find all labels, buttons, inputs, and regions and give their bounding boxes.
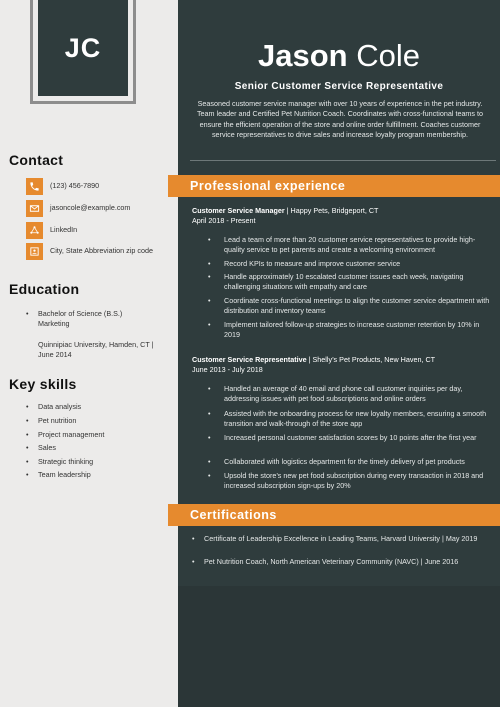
bullet-text: Record KPIs to measure and improve customer service bbox=[224, 259, 401, 268]
skill-text: Team leadership bbox=[38, 470, 91, 479]
email-icon bbox=[26, 200, 43, 217]
skill-text: Pet nutrition bbox=[38, 416, 77, 425]
job-bullet: • Upsold the store’s new pet food subscription during every transaction in 2018 and increased subscription sign-ups by 20% bbox=[208, 471, 496, 491]
bullet-text: Lead a team of more than 20 customer service representatives to provide high-quality service to pet parents and create a welcoming environment bbox=[224, 235, 476, 254]
job-dates: June 2013 - July 2018 bbox=[192, 365, 263, 374]
job-bullet: • Assisted with the onboarding process for new loyalty members, ensuring a smooth transition and walk-through of the store app bbox=[208, 409, 496, 429]
skill-text: Sales bbox=[38, 443, 56, 452]
bullet-text: Handled an average of 40 email and phone call customer inquiries per day, addressing issues with pet food subscriptions and online orders bbox=[224, 384, 463, 403]
contact-heading: Contact bbox=[9, 152, 64, 168]
job-header bbox=[192, 355, 435, 375]
school-text: Quinnipiac University, Hamden, CT | June 2014 bbox=[38, 340, 154, 359]
cert-text: Certificate of Leadership Excellence in Leading Teams, Harvard University | May 2019 bbox=[204, 534, 478, 543]
bullet-text: Implement tailored follow-up strategies to increase customer retention by 10% in 2019 bbox=[224, 320, 480, 339]
skills-heading: Key skills bbox=[9, 376, 77, 392]
location-icon bbox=[26, 243, 43, 260]
job-role: Customer Service Manager bbox=[192, 206, 285, 215]
job-bullet: • Coordinate cross-functional meetings to align the customer service department with distribution and inventory teams bbox=[208, 296, 496, 316]
skill-item: • Data analysis bbox=[26, 402, 158, 412]
contact-phone-text: (123) 456-7890 bbox=[50, 181, 100, 190]
skill-item: • Project management bbox=[26, 430, 158, 440]
contact-email-text[interactable]: jasoncole@example.com bbox=[50, 203, 131, 212]
education-heading: Education bbox=[9, 281, 80, 297]
job-header bbox=[192, 206, 378, 226]
bottom-panel bbox=[178, 586, 500, 707]
person-name bbox=[178, 38, 500, 74]
experience-heading: Professional experience bbox=[190, 179, 346, 193]
contact-location-text: City, State Abbreviation zip code bbox=[50, 246, 153, 255]
job-bullet: • Increased personal customer satisfaction scores by 10 points after the first year bbox=[208, 433, 477, 442]
job-company: | Happy Pets, Bridgeport, CT bbox=[284, 206, 379, 215]
phone-icon bbox=[26, 178, 43, 195]
contact-location bbox=[26, 243, 160, 260]
bullet-text: Increased personal customer satisfaction scores by 10 points after the first year bbox=[224, 433, 477, 442]
bullet-text: Handle approximately 10 escalated customer issues each week, navigating challenging situations with empathy and care bbox=[224, 272, 464, 291]
skill-text: Project management bbox=[38, 430, 105, 439]
job-bullet: • Handled an average of 40 email and phone call customer inquiries per day, addressing issues with pet food subscriptions and online orders bbox=[208, 384, 496, 404]
degree-text: Bachelor of Science (B.S.) Marketing bbox=[38, 309, 123, 328]
divider bbox=[190, 160, 496, 161]
linkedin-icon bbox=[26, 222, 43, 239]
education-school bbox=[38, 340, 163, 360]
education-degree: • Bachelor of Science (B.S.) Marketing bbox=[26, 309, 148, 329]
contact-email bbox=[26, 200, 160, 217]
experience-band bbox=[168, 175, 500, 197]
job-dates: April 2018 - Present bbox=[192, 216, 256, 225]
summary: Seasoned customer service manager with over 10 years of experience in the pet industry. Team leader and Certified Pet Nutrition Coach. Coordinates with cross-functional teams to ensure the efficient operation of the store and online order fulfillment. Coaches customer service representatives to drive sales and increase loyalty program membership. bbox=[196, 99, 484, 139]
cert-text: Pet Nutrition Coach, North American Veterinary Community (NAVC) | June 2016 bbox=[204, 557, 459, 566]
job-bullet: • Record KPIs to measure and improve customer service bbox=[208, 259, 401, 268]
skill-text: Strategic thinking bbox=[38, 457, 94, 466]
last-name: Cole bbox=[356, 38, 420, 73]
monogram: JC bbox=[64, 32, 102, 63]
job-bullet: • Implement tailored follow-up strategies to increase customer retention by 10% in 2019 bbox=[208, 320, 496, 340]
bullet-text: Collaborated with logistics department for the timely delivery of pet products bbox=[224, 457, 465, 466]
cert-item: • Certificate of Leadership Excellence in Leading Teams, Harvard University | May 2019 bbox=[192, 534, 478, 543]
skill-item: • Sales bbox=[26, 443, 158, 453]
job-bullet: • Lead a team of more than 20 customer service representatives to provide high-quality service to pet parents and create a welcoming environment bbox=[208, 235, 496, 255]
job-company: | Shelly’s Pet Products, New Haven, CT bbox=[306, 355, 436, 364]
skill-item: • Pet nutrition bbox=[26, 416, 158, 426]
job-bullet: • Handle approximately 10 escalated customer issues each week, navigating challenging situations with empathy and care bbox=[208, 272, 496, 292]
certifications-heading: Certifications bbox=[190, 508, 277, 522]
skill-item: • Strategic thinking bbox=[26, 457, 158, 467]
bullet-text: Coordinate cross-functional meetings to align the customer service department with distribution and inventory teams bbox=[224, 296, 490, 315]
skill-item: • Team leadership bbox=[26, 470, 158, 480]
contact-phone bbox=[26, 178, 160, 195]
job-bullet: • Collaborated with logistics department for the timely delivery of pet products bbox=[208, 457, 465, 466]
contact-linkedin bbox=[26, 222, 160, 239]
bullet-text: Upsold the store’s new pet food subscription during every transaction in 2018 and increased subscription sign-ups by 20% bbox=[224, 471, 484, 490]
cert-item: • Pet Nutrition Coach, North American Veterinary Community (NAVC) | June 2016 bbox=[192, 557, 459, 566]
job-role: Customer Service Representative bbox=[192, 355, 307, 364]
first-name: Jason bbox=[258, 38, 348, 73]
skill-text: Data analysis bbox=[38, 402, 82, 411]
contact-linkedin-text[interactable]: LinkedIn bbox=[50, 225, 78, 234]
monogram-box bbox=[38, 0, 128, 96]
certifications-band bbox=[168, 504, 500, 526]
bullet-text: Assisted with the onboarding process for new loyalty members, ensuring a smooth transition and walk-through of the store app bbox=[224, 409, 487, 428]
job-title: Senior Customer Service Representative bbox=[234, 81, 444, 92]
